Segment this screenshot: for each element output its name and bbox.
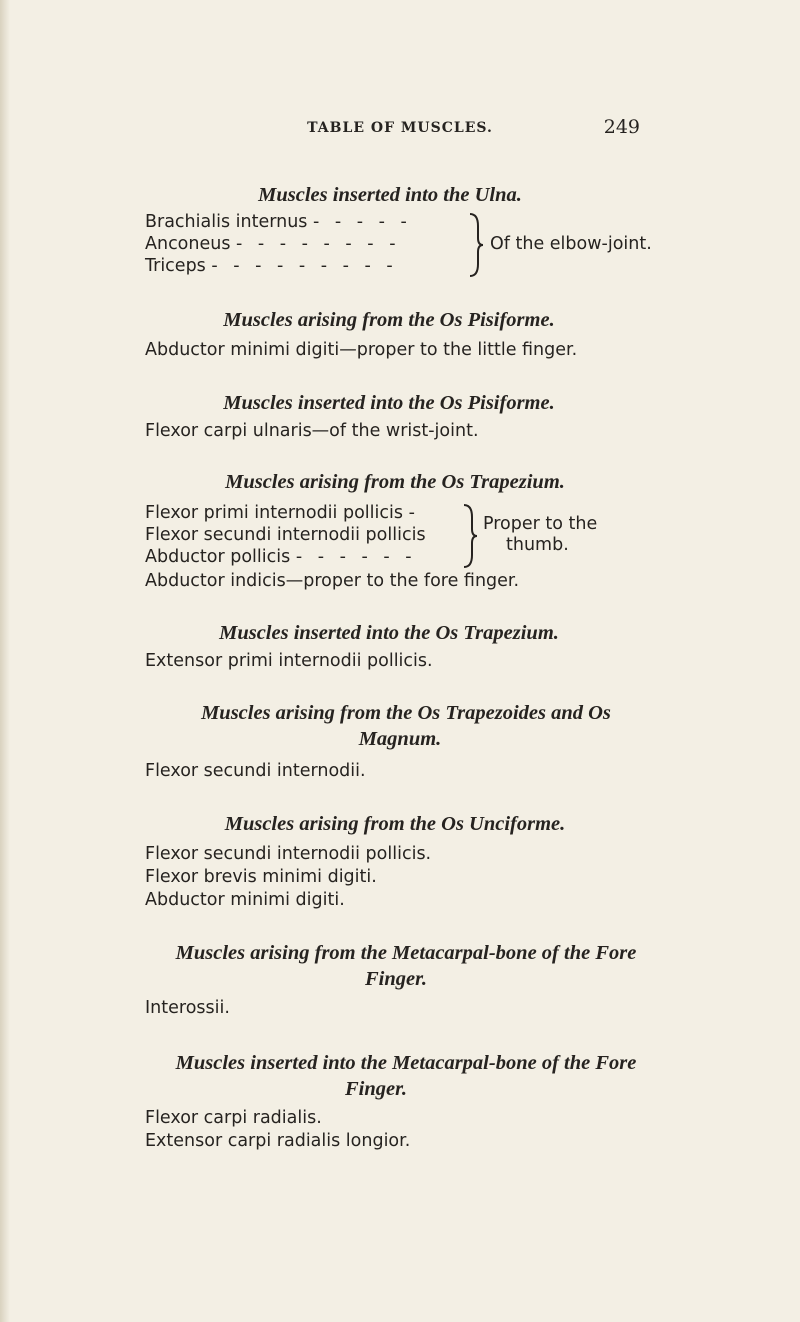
section-heading-line2: Magnum. — [358, 728, 442, 750]
brace-note-line1: Proper to the — [483, 514, 598, 534]
section-metacarpal-arising — [0, 940, 800, 992]
section-heading: Muscles inserted into the Os Trapezium. — [219, 622, 559, 644]
page-header — [0, 116, 800, 144]
section-heading-line2: Finger. — [344, 1078, 408, 1100]
section-heading: Muscles arising from the Os Unciforme. — [224, 813, 566, 835]
muscle-name: Abductor pollicis — [145, 547, 291, 567]
leader-dashes: - - - - - - - - - — [211, 256, 398, 276]
running-title: TABLE OF MUSCLES. — [307, 120, 493, 136]
list-item: Abductor indicis—proper to the fore finger. — [145, 571, 520, 591]
leader-dashes: - — [408, 503, 420, 523]
muscle-name: Triceps — [145, 256, 206, 276]
section-pisiforme-arising — [0, 307, 800, 333]
section-heading-line1: Muscles arising from the Metacarpal-bone of the Fore — [175, 942, 637, 964]
list-item: Flexor carpi ulnaris—of the wrist-joint. — [145, 421, 479, 441]
section-trapezium-inserted — [0, 620, 800, 646]
list-item: Flexor carpi radialis. — [145, 1108, 322, 1128]
list-item — [145, 211, 412, 233]
list-item: Flexor secundi internodii. — [145, 761, 366, 781]
section-heading: Muscles arising from the Os Pisiforme. — [223, 309, 555, 331]
section-trapezium-arising — [0, 469, 800, 495]
list-item: Abductor minimi digiti. — [145, 890, 345, 910]
muscle-name: Flexor primi internodii pollicis — [145, 503, 403, 523]
list-item — [145, 233, 401, 255]
muscle-name: Flexor secundi internodii pollicis — [145, 525, 426, 545]
list-item — [145, 524, 426, 546]
brace-note: Of the elbow-joint. — [490, 234, 652, 254]
page-number: 249 — [603, 116, 640, 138]
section-metacarpal-inserted — [0, 1050, 800, 1102]
muscle-name: Brachialis internus — [145, 212, 308, 232]
section-heading: Muscles inserted into the Os Pisiforme. — [223, 392, 555, 414]
list-item: Flexor brevis minimi digiti. — [145, 867, 377, 887]
list-item: Interossii. — [145, 998, 230, 1018]
section-heading: Muscles inserted into the Ulna. — [258, 184, 522, 206]
list-item: Flexor secundi internodii pollicis. — [145, 844, 432, 864]
list-item — [145, 502, 420, 524]
list-item — [145, 255, 398, 277]
section-heading-line1: Muscles inserted into the Metacarpal-bone of the Fore — [175, 1052, 637, 1074]
section-pisiforme-inserted — [0, 390, 800, 416]
leader-dashes: - - - - - - — [295, 547, 417, 567]
muscle-name: Anconeus — [145, 234, 231, 254]
section-ulna-inserted — [0, 182, 800, 208]
list-item — [145, 546, 417, 568]
leader-dashes: - - - - - — [312, 212, 412, 232]
section-trapezoides-arising — [0, 700, 800, 752]
section-heading-line2: Finger. — [364, 968, 428, 990]
brace-icon — [468, 212, 484, 278]
section-heading-line1: Muscles arising from the Os Trapezoides and Os — [201, 702, 611, 724]
section-heading: Muscles arising from the Os Trapezium. — [225, 471, 565, 493]
leader-dashes: - - - - - - - - — [236, 234, 401, 254]
list-item: Extensor carpi radialis longior. — [145, 1131, 411, 1151]
brace-note-line2: thumb. — [506, 535, 569, 555]
list-item: Extensor primi internodii pollicis. — [145, 651, 433, 671]
section-unciforme-arising — [0, 811, 800, 837]
list-item: Abductor minimi digiti—proper to the little finger. — [145, 340, 578, 360]
brace-icon — [462, 503, 478, 569]
